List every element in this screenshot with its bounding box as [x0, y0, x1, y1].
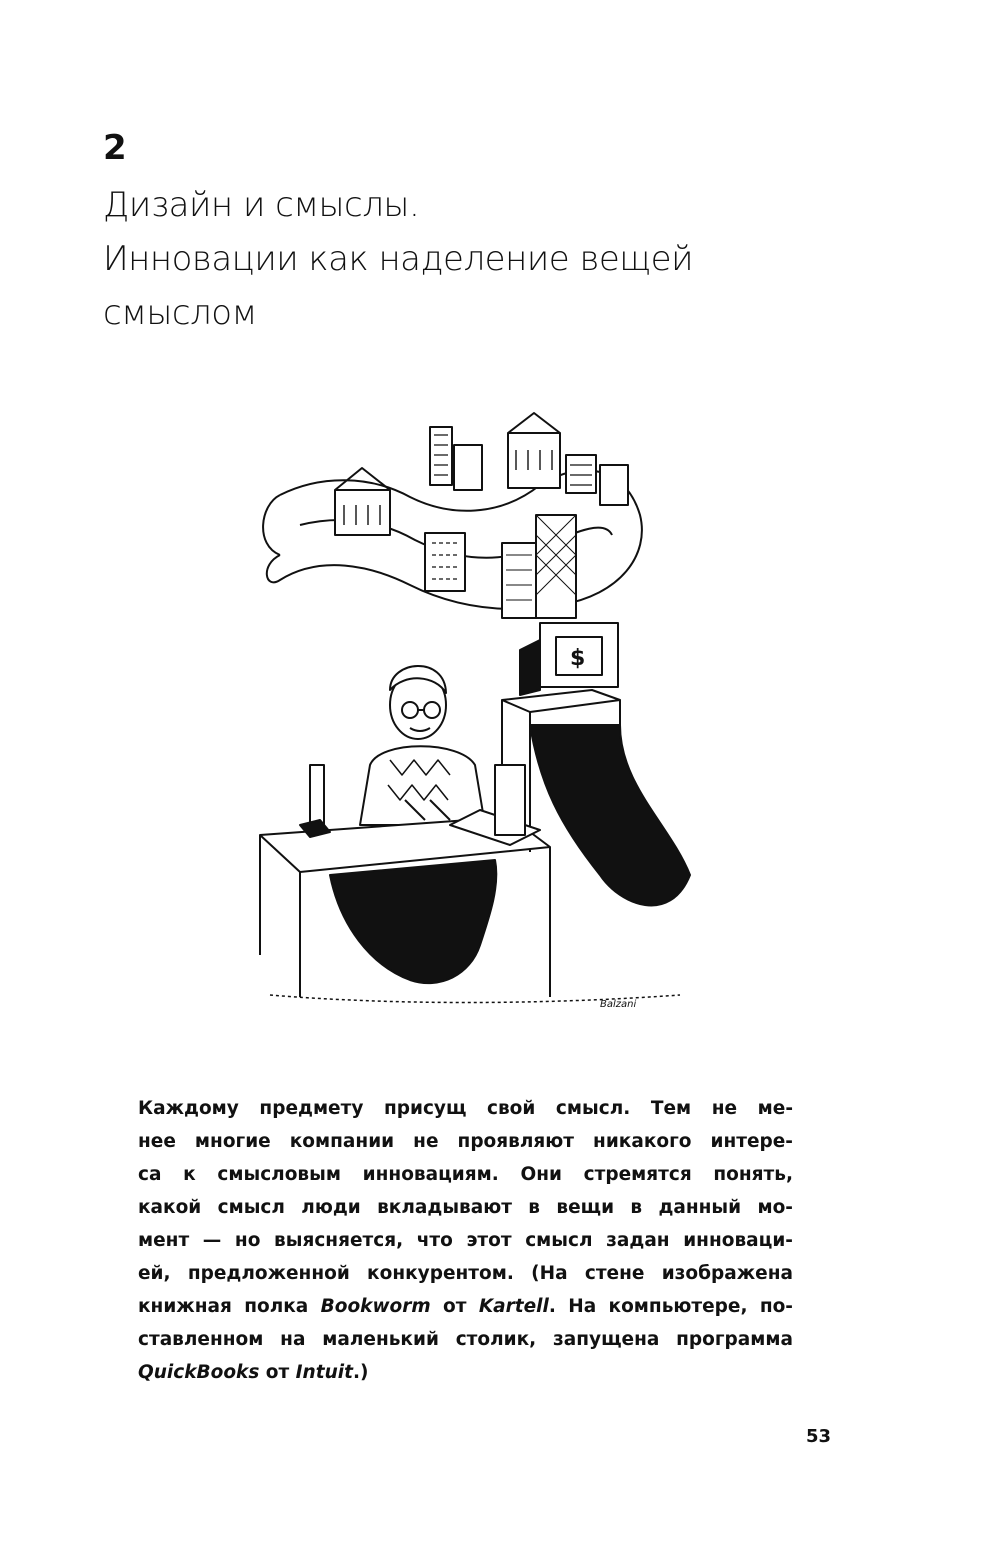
- chapter-number: 2: [103, 128, 127, 168]
- caption-text: от: [430, 1296, 479, 1317]
- caption-line-5: мент — но выясняется, что этот смысл задан инноваци-: [138, 1230, 793, 1251]
- chapter-title: [103, 178, 863, 340]
- caption-line-9: [138, 1356, 793, 1389]
- chapter-title-line-3: смыслом: [103, 293, 257, 333]
- buildings: [335, 413, 628, 618]
- monitor-symbol: $: [570, 646, 586, 671]
- caption-text: от: [259, 1362, 296, 1383]
- caption-italic-intuit: Intuit: [295, 1362, 353, 1383]
- caption-line-7: [138, 1290, 793, 1323]
- caption-line-1: Каждому предмету присущ свой смысл. Тем не ме-: [138, 1098, 793, 1119]
- chapter-title-line-1: Дизайн и смыслы.: [103, 185, 420, 225]
- illustration: [240, 405, 700, 1025]
- caption-line-3: са к смысловым инновациям. Они стремятся понять,: [138, 1164, 793, 1185]
- computer-stand: [502, 623, 690, 905]
- caption-text: . На компьютере, по-: [548, 1296, 793, 1317]
- caption-line-8: ставленном на маленький столик, запущена программа: [138, 1329, 793, 1350]
- caption-italic-bookworm: Bookworm: [320, 1296, 431, 1317]
- caption-text: .): [352, 1362, 369, 1383]
- chapter-title-line-2: Инновации как наделение вещей: [103, 239, 693, 279]
- caption: [138, 1092, 793, 1389]
- caption-text: книжная полка: [138, 1296, 321, 1317]
- illustration-drawing: [240, 405, 700, 1025]
- caption-line-4: какой смысл люди вкладывают в вещи в данный мо-: [138, 1197, 793, 1218]
- illustration-signature: Balzani: [600, 999, 637, 1010]
- caption-italic-quickbooks: QuickBooks: [138, 1362, 260, 1383]
- man-figure: [360, 666, 485, 825]
- page-number: 53: [806, 1426, 832, 1447]
- caption-line-2: нее многие компании не проявляют никакого интере-: [138, 1131, 793, 1152]
- caption-italic-kartell: Kartell: [478, 1296, 549, 1317]
- caption-line-6: ей, предложенной конкурентом. (На стене изображена: [138, 1263, 793, 1284]
